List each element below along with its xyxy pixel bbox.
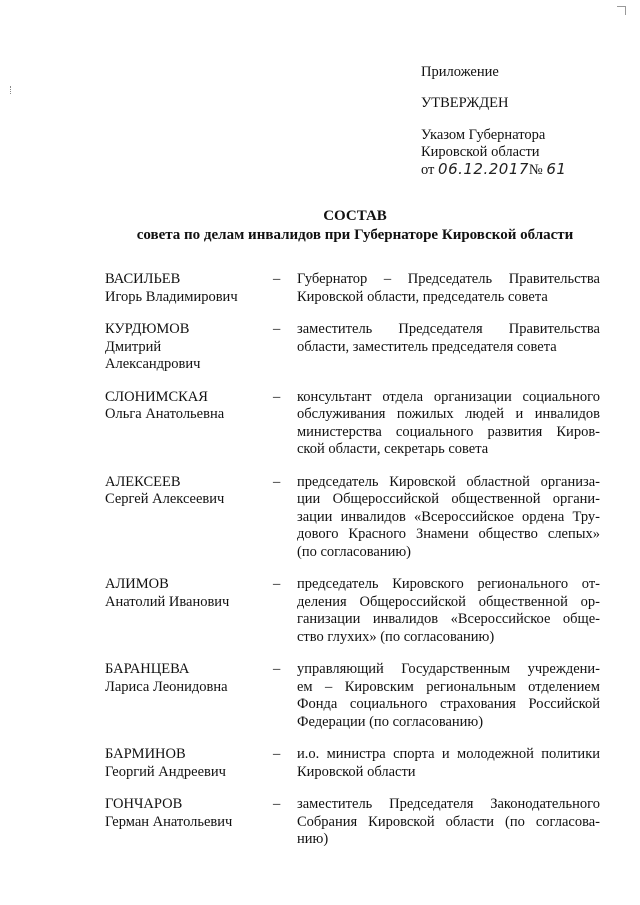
- member-row: [105, 746, 600, 781]
- from-prefix: от: [421, 162, 435, 178]
- member-role: [297, 746, 600, 781]
- member-dash: –: [273, 473, 281, 490]
- member-role-line: Губернатор – Председатель Правительства: [297, 271, 600, 287]
- member-role-line: зации инвалидов «Всероссийское ордена Тру-: [297, 508, 600, 525]
- member-role: [297, 321, 600, 374]
- member-row: [105, 576, 600, 646]
- member-surname: СЛОНИМСКАЯ: [105, 388, 208, 405]
- member-name: [105, 271, 273, 306]
- member-role-line: заместитель Председателя Правительства: [297, 321, 600, 337]
- member-name: [105, 389, 273, 459]
- member-name: [105, 746, 273, 781]
- member-role-line: консультант отдела организации социального: [297, 388, 600, 405]
- member-role-line: министерства социального развития Киров-: [297, 423, 600, 440]
- member-role-line: нию): [297, 831, 329, 847]
- title-line-2: совета по делам инвалидов при Губернаторе Кировской области: [136, 227, 574, 243]
- member-surname: ГОНЧАРОВ: [105, 796, 183, 812]
- member-role-line: области, заместитель председателя совета: [297, 338, 557, 355]
- member-given-name: Сергей Алексеевич: [105, 491, 225, 507]
- member-role-line: ем – Кировским региональным отделением: [297, 678, 600, 695]
- approved-label: УТВЕРЖДЕН: [421, 95, 509, 111]
- member-role-line: заместитель Председателя Законодательного: [297, 796, 600, 812]
- member-surname: БАРМИНОВ: [105, 746, 186, 762]
- decree-date-line: [421, 161, 566, 179]
- member-role: [297, 796, 600, 849]
- member-dash: –: [273, 271, 281, 287]
- member-role-line: председатель Кировского регионального от-: [297, 576, 600, 592]
- member-dash: –: [273, 746, 281, 762]
- member-dash: –: [273, 796, 281, 812]
- member-dash: –: [273, 388, 281, 405]
- document-title: [0, 207, 640, 245]
- member-surname: КУРДЮМОВ: [105, 321, 190, 337]
- member-role-line: ции Общероссийской общественной органи-: [297, 491, 600, 507]
- member-role-line: дового Красного Знамени общество слепых»: [297, 526, 600, 542]
- member-surname: БАРАНЦЕВА: [105, 661, 190, 677]
- member-role-line: Федерации (по согласованию): [297, 713, 484, 730]
- member-given-name: Анатолий Иванович: [105, 593, 230, 610]
- member-role-line: деления Общероссийской общественной ор-: [297, 593, 600, 610]
- scan-corner-mark: [617, 6, 626, 15]
- member-role-line: ство глухих» (по согласованию): [297, 628, 495, 645]
- member-given-name: Георгий Андреевич: [105, 763, 226, 780]
- member-given-name: Ольга Анатольевна: [105, 406, 225, 422]
- decree-line-1: Указом Губернатора: [421, 127, 546, 143]
- member-role-line: управляющий Государственным учреждени-: [297, 661, 600, 677]
- member-row: [105, 474, 600, 562]
- member-dash: –: [273, 321, 281, 337]
- appendix-label: Приложение: [421, 64, 499, 80]
- member-name: [105, 321, 273, 374]
- member-role-line: Кировской области, председатель совета: [297, 288, 548, 305]
- member-name: [105, 576, 273, 646]
- member-given-name: Герман Анатольевич: [105, 813, 233, 830]
- title-line-1: СОСТАВ: [323, 208, 387, 224]
- member-role: [297, 661, 600, 731]
- member-role: [297, 474, 600, 562]
- member-given-name: Игорь Владимирович: [105, 288, 238, 305]
- decree-line-2: Кировской области: [421, 144, 540, 160]
- member-name: [105, 661, 273, 731]
- member-role: [297, 389, 600, 459]
- member-row: [105, 389, 600, 459]
- member-role-line: ганизации инвалидов «Всероссийское обще-: [297, 611, 600, 627]
- member-role-line: ской области, секретарь совета: [297, 441, 489, 457]
- scan-mark: [10, 86, 13, 94]
- member-role-line: Фонда социального страхования Российской: [297, 696, 600, 712]
- member-name: [105, 796, 273, 849]
- handwritten-date: 06.12.2017: [438, 160, 529, 178]
- member-surname: АЛЕКСЕЕВ: [105, 473, 181, 490]
- member-dash: –: [273, 661, 281, 677]
- member-given-name: Лариса Леонидовна: [105, 678, 228, 695]
- member-role-line: и.о. министра спорта и молодежной политики: [297, 746, 600, 762]
- member-role-line: обслуживания пожилых людей и инвалидов: [297, 406, 600, 422]
- member-row: [105, 321, 600, 374]
- member-name: [105, 474, 273, 562]
- member-role-line: (по согласованию): [297, 543, 411, 560]
- member-role: [297, 271, 600, 306]
- number-sign: №: [528, 162, 543, 178]
- member-role-line: Собрания Кировской области (по согласова-: [297, 813, 600, 830]
- member-row: [105, 271, 600, 306]
- member-role-line: председатель Кировской областной организа-: [297, 473, 600, 490]
- member-role: [297, 576, 600, 646]
- member-given-name: Александрович: [105, 356, 201, 372]
- member-surname: АЛИМОВ: [105, 576, 169, 592]
- member-role-line: Кировской области: [297, 763, 416, 780]
- member-surname: ВАСИЛЬЕВ: [105, 271, 181, 287]
- approval-block: [421, 64, 566, 179]
- member-given-name: Дмитрий: [105, 338, 162, 355]
- member-row: [105, 796, 600, 849]
- member-row: [105, 661, 600, 731]
- handwritten-number: 61: [546, 160, 567, 178]
- member-dash: –: [273, 576, 281, 592]
- members-list: [105, 271, 600, 864]
